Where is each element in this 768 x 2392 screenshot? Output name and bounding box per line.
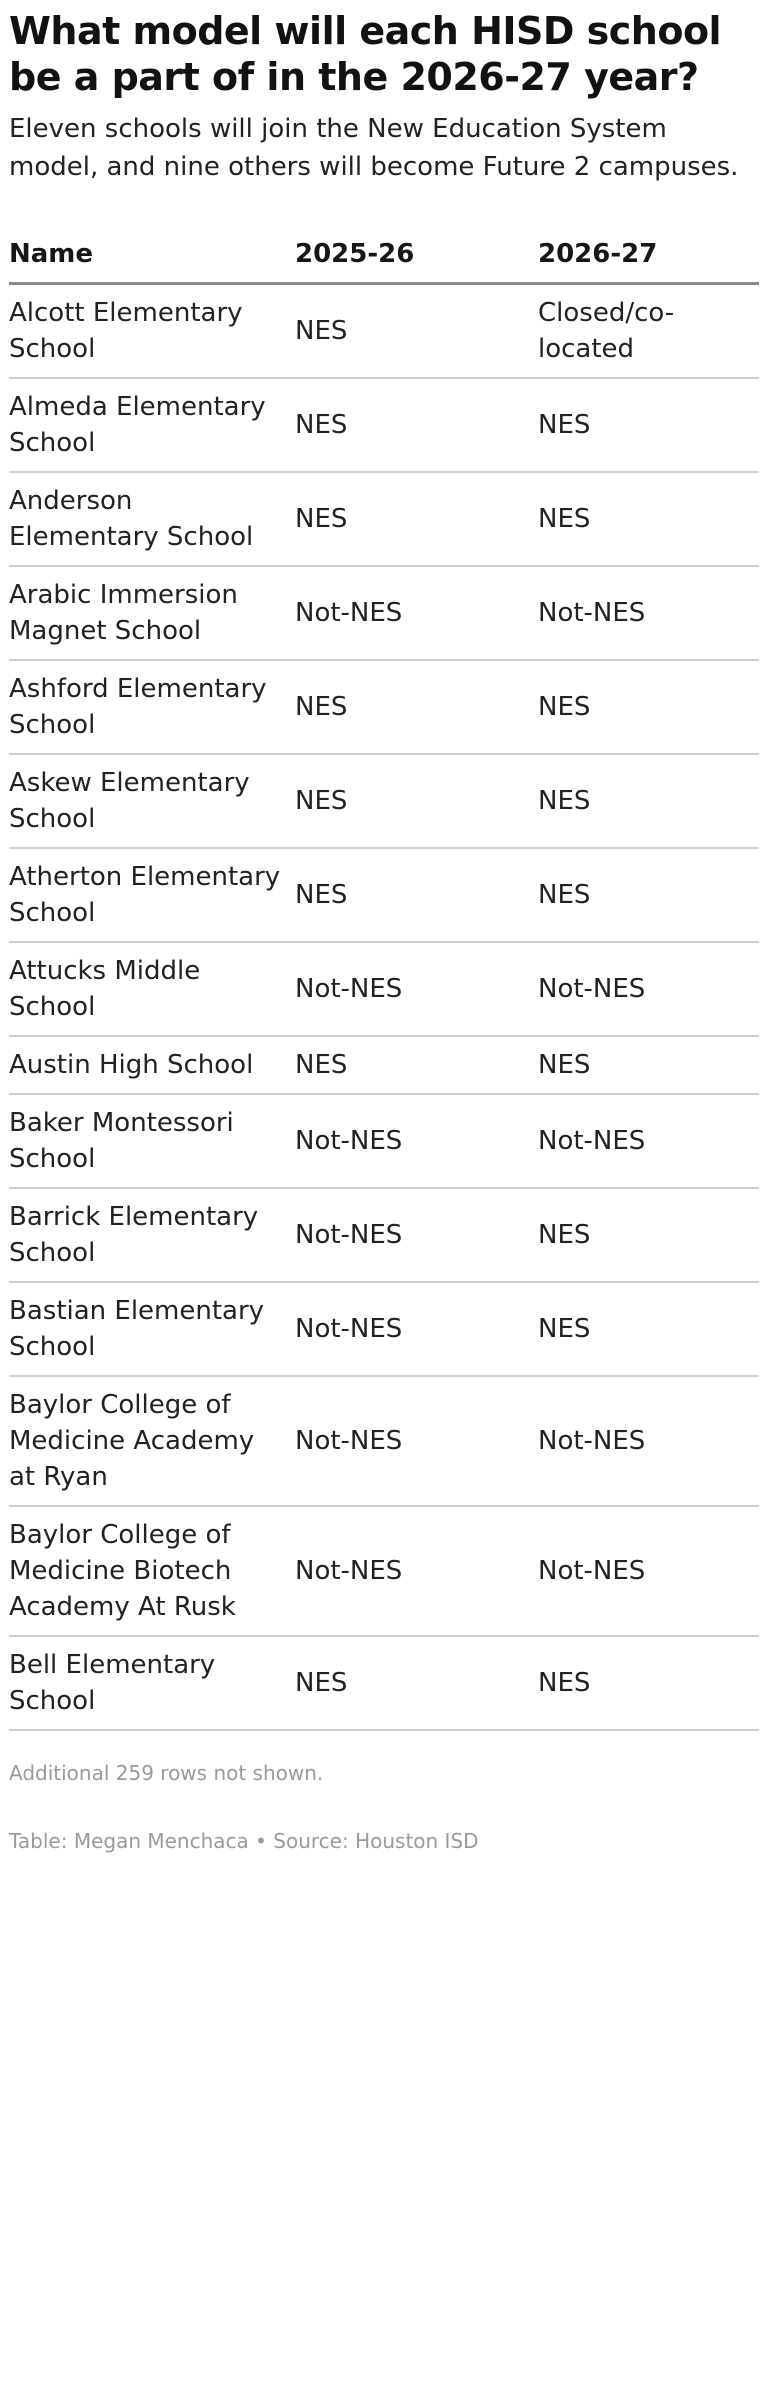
school-name-cell: Atherton Elementary School [9, 848, 295, 942]
model-2025-26-cell: NES [295, 1036, 538, 1094]
model-2025-26-cell: Not-NES [295, 1506, 538, 1636]
school-name-cell: Baker Montessori School [9, 1094, 295, 1188]
school-name-cell: Bell Elementary School [9, 1636, 295, 1730]
model-2026-27-cell: Not-NES [538, 1506, 759, 1636]
model-2026-27-cell: NES [538, 660, 759, 754]
school-name-cell: Arabic Immersion Magnet School [9, 566, 295, 660]
model-2026-27-cell: Closed/co-located [538, 284, 759, 379]
table-row [9, 848, 759, 942]
rows-not-shown-note: Additional 259 rows not shown. [9, 1761, 324, 1785]
column-header[interactable]: 2025-26 [295, 238, 538, 284]
model-2025-26-cell: Not-NES [295, 1376, 538, 1506]
table-row [9, 1506, 759, 1636]
model-2026-27-cell: NES [538, 848, 759, 942]
table-row [9, 1282, 759, 1376]
column-header[interactable]: Name [9, 238, 295, 284]
model-2026-27-cell: NES [538, 378, 759, 472]
school-name-cell: Askew Elementary School [9, 754, 295, 848]
model-2025-26-cell: NES [295, 660, 538, 754]
column-header[interactable]: 2026-27 [538, 238, 759, 284]
school-name-cell: Ashford Elementary School [9, 660, 295, 754]
table-row [9, 660, 759, 754]
model-2026-27-cell: NES [538, 1636, 759, 1730]
school-name-cell: Austin High School [9, 1036, 295, 1094]
school-name-cell: Attucks Middle School [9, 942, 295, 1036]
school-name-cell: Baylor College of Medicine Biotech Academy At Rusk [9, 1506, 295, 1636]
model-2026-27-cell: Not-NES [538, 566, 759, 660]
model-2025-26-cell: NES [295, 848, 538, 942]
model-2025-26-cell: NES [295, 284, 538, 379]
school-name-cell: Anderson Elementary School [9, 472, 295, 566]
table-row [9, 1636, 759, 1730]
table-row [9, 1036, 759, 1094]
table-header [9, 238, 759, 284]
model-2025-26-cell: NES [295, 378, 538, 472]
table-row [9, 754, 759, 848]
model-2025-26-cell: Not-NES [295, 1282, 538, 1376]
model-2026-27-cell: NES [538, 754, 759, 848]
chart-subtitle: Eleven schools will join the New Education System model, and nine others will become Future 2 campuses. [9, 114, 739, 182]
school-name-cell: Almeda Elementary School [9, 378, 295, 472]
model-2025-26-cell: Not-NES [295, 566, 538, 660]
table-row [9, 942, 759, 1036]
chart-title: What model will each HISD school be a part of in the 2026-27 year? [9, 9, 722, 99]
table-header-row [9, 238, 759, 284]
model-2025-26-cell: NES [295, 754, 538, 848]
model-2026-27-cell: Not-NES [538, 942, 759, 1036]
table-row [9, 1094, 759, 1188]
school-name-cell: Bastian Elementary School [9, 1282, 295, 1376]
model-2026-27-cell: Not-NES [538, 1376, 759, 1506]
table-row [9, 472, 759, 566]
table-footer: Table: Megan Menchaca • Source: Houston ISD [9, 1829, 479, 1853]
model-2025-26-cell: NES [295, 1636, 538, 1730]
table-row [9, 1376, 759, 1506]
model-2026-27-cell: Not-NES [538, 1094, 759, 1188]
model-2025-26-cell: Not-NES [295, 942, 538, 1036]
model-2026-27-cell: NES [538, 1036, 759, 1094]
model-2025-26-cell: Not-NES [295, 1094, 538, 1188]
table-row [9, 1188, 759, 1282]
model-2026-27-cell: NES [538, 472, 759, 566]
model-2025-26-cell: Not-NES [295, 1188, 538, 1282]
school-name-cell: Baylor College of Medicine Academy at Ryan [9, 1376, 295, 1506]
model-2026-27-cell: NES [538, 1282, 759, 1376]
table-row [9, 378, 759, 472]
table-row [9, 284, 759, 379]
model-2025-26-cell: NES [295, 472, 538, 566]
school-name-cell: Barrick Elementary School [9, 1188, 295, 1282]
table-body [9, 284, 759, 1731]
school-name-cell: Alcott Elementary School [9, 284, 295, 379]
model-2026-27-cell: NES [538, 1188, 759, 1282]
data-table [9, 238, 759, 1731]
table-row [9, 566, 759, 660]
